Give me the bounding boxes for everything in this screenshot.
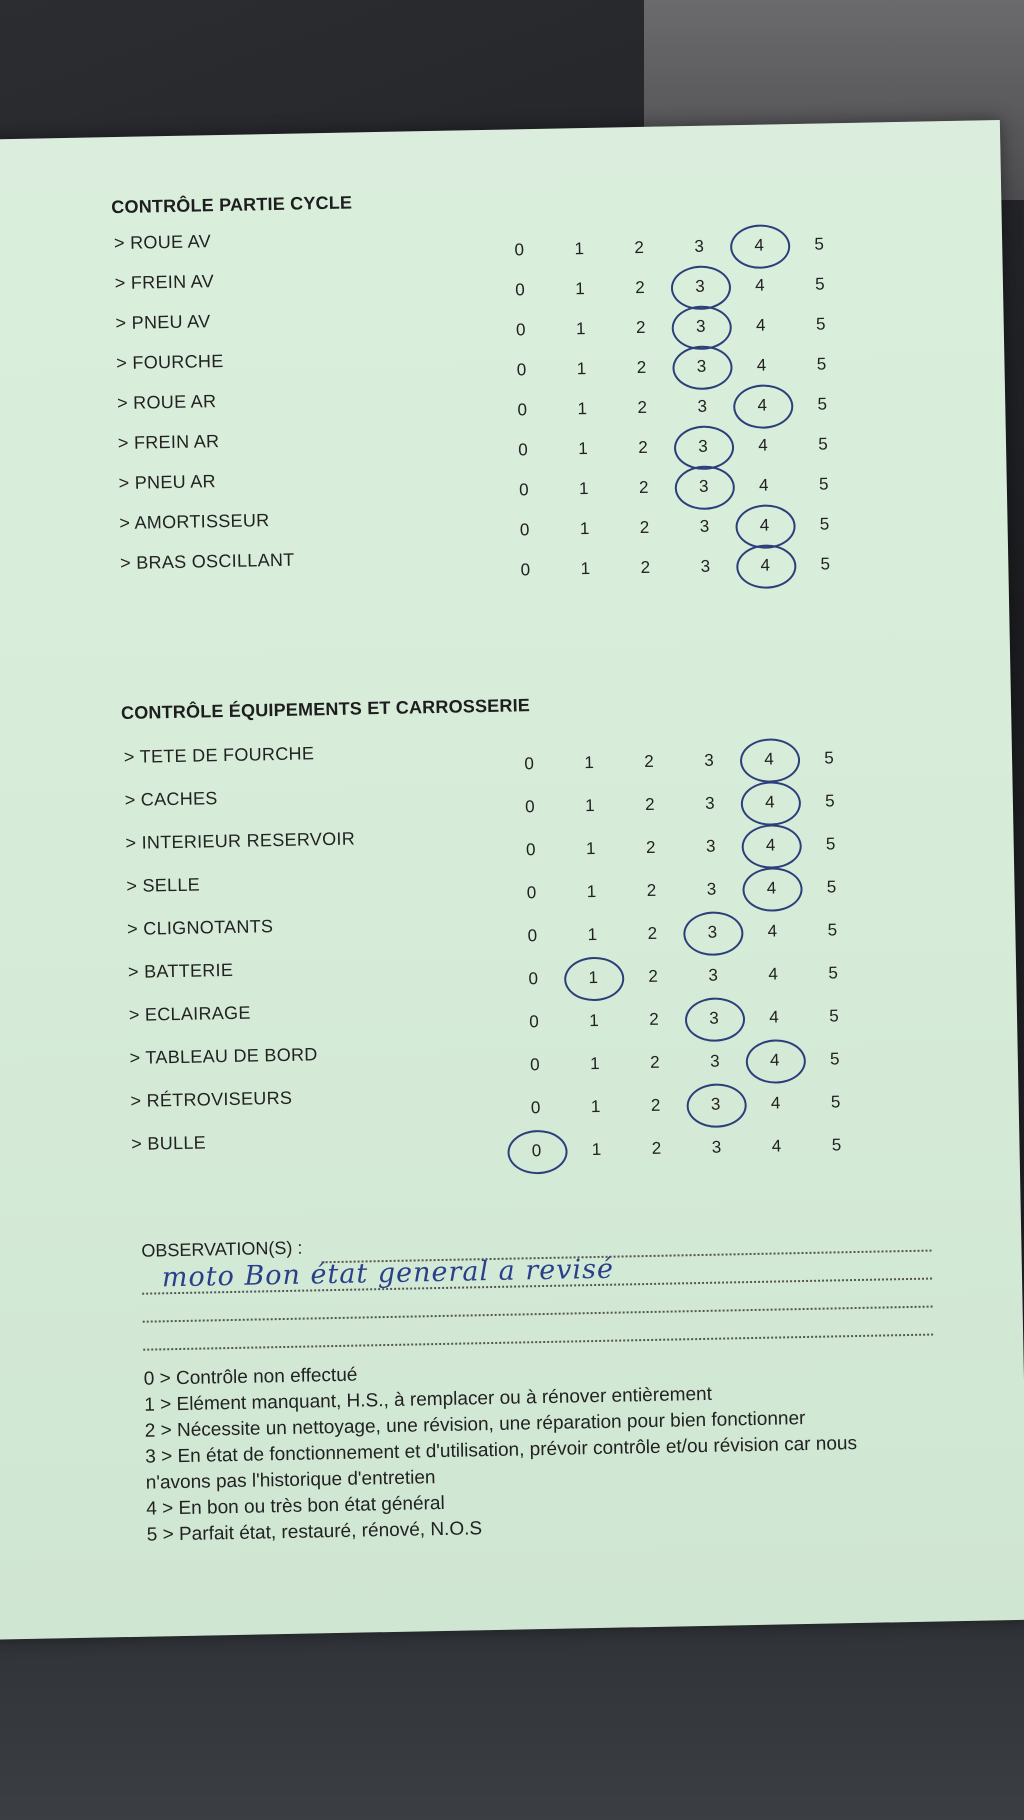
rating-option: 2	[649, 1009, 659, 1029]
rating-option: 1	[589, 1053, 600, 1074]
rating-option: 3	[704, 793, 715, 813]
rating-option: 3	[706, 879, 717, 899]
observation-line	[143, 1334, 933, 1351]
rating-option: 1	[589, 1010, 599, 1031]
rating-option: 0	[517, 400, 528, 420]
rating-option-circled: 3	[683, 311, 718, 342]
rating-option-circled: 4	[754, 873, 789, 904]
rating-option: 1	[574, 239, 585, 259]
rating-option: 0	[527, 926, 538, 946]
legend-line: 3 > En état de fonctionnement et d'utilisation, prévoir contrôle et/ou révision car nous	[145, 1433, 858, 1468]
rating-option: 0	[514, 240, 525, 260]
checklist-item-label: > PNEU AR	[118, 471, 217, 494]
rating-option-circled: 4	[747, 510, 782, 541]
rating-option-circled: 3	[684, 351, 719, 382]
checklist-item-label: > ROUE AV	[113, 231, 212, 254]
checklist-item-label: > ROUE AR	[116, 391, 217, 414]
rating-option: 2	[650, 1095, 661, 1115]
rating-option-circled: 4	[752, 744, 787, 775]
rating-scale	[518, 1087, 839, 1123]
rating-option: 0	[528, 969, 539, 989]
rating-option: 0	[515, 280, 525, 300]
rating-option: 5	[830, 1092, 841, 1112]
rating-option: 5	[816, 354, 827, 374]
rating-option: 5	[828, 963, 839, 983]
rating-option: 4	[771, 1136, 782, 1156]
rating-option: 1	[584, 795, 595, 816]
rating-option: 1	[580, 558, 591, 579]
rating-scale	[508, 549, 829, 585]
checklist-item-label: > CACHES	[124, 788, 218, 810]
checklist-item-label: > RÉTROVISEURS	[130, 1087, 293, 1111]
rating-option: 5	[817, 394, 828, 414]
rating-option: 4	[767, 921, 778, 941]
rating-option: 0	[518, 480, 529, 500]
checklist-item-label: > SELLE	[126, 874, 201, 896]
rating-option: 5	[819, 514, 830, 534]
observation-line	[143, 1306, 933, 1323]
rating-scale	[503, 269, 824, 305]
rating-option-circled: 4	[745, 390, 780, 421]
rating-option: 3	[699, 516, 710, 536]
rating-option: 0	[529, 1012, 539, 1032]
rating-option: 3	[711, 1137, 722, 1157]
checklist-item-label: > BATTERIE	[127, 959, 234, 982]
rating-option: 3	[697, 396, 708, 416]
rating-option: 4	[758, 435, 768, 455]
rating-option: 5	[826, 877, 837, 897]
rating-option: 0	[524, 797, 535, 817]
rating-scale	[503, 309, 824, 345]
rating-option: 2	[637, 397, 648, 418]
rating-option: 5	[818, 434, 828, 454]
rating-option: 1	[578, 439, 588, 459]
legend-line: 5 > Parfait état, restauré, rénové, N.O.S	[146, 1518, 483, 1546]
rating-option: 1	[577, 399, 588, 419]
rating-legend	[144, 1353, 859, 1549]
rating-option: 2	[644, 751, 654, 771]
rating-option-circled: 3	[695, 917, 730, 948]
rating-option-circled: 3	[686, 431, 721, 462]
observation-line	[322, 1250, 932, 1264]
observations-handwritten: moto Bon état general a revisé	[161, 1253, 615, 1294]
rating-option-circled: 0	[519, 1136, 554, 1167]
rating-option: 5	[829, 1006, 839, 1026]
rating-option: 2	[645, 837, 656, 857]
rating-option: 2	[638, 437, 648, 458]
rating-option: 3	[708, 965, 719, 985]
rating-scale	[515, 915, 836, 951]
rating-option: 5	[829, 1049, 840, 1069]
rating-option: 4	[770, 1093, 781, 1113]
checklist-item-label: > FREIN AR	[117, 431, 220, 454]
section-title-equipment: CONTRÔLE ÉQUIPEMENTS ET CARROSSERIE	[120, 695, 531, 724]
rating-scale	[502, 229, 823, 265]
rating-scale	[513, 829, 834, 865]
rating-option-circled: 4	[758, 1045, 793, 1076]
observations-label: OBSERVATION(S) :	[141, 1237, 303, 1261]
checklist-item-label: > AMORTISSEUR	[119, 510, 270, 534]
rating-option: 2	[640, 557, 651, 578]
rating-option-circled: 3	[687, 471, 722, 502]
rating-option-circled: 4	[753, 787, 788, 818]
rating-option: 1	[587, 924, 598, 945]
legend-line: 4 > En bon ou très bon état général	[146, 1492, 445, 1520]
section-title-cycle: CONTRÔLE PARTIE CYCLE	[111, 192, 353, 218]
rating-option: 3	[704, 750, 714, 770]
inspection-sheet	[0, 120, 1024, 1640]
rating-option: 2	[648, 966, 659, 986]
legend-line: 2 > Nécessite un nettoyage, une révision, une réparation pour bien fonctionner	[144, 1408, 806, 1442]
rating-option: 0	[525, 840, 536, 860]
rating-option-circled: 4	[748, 550, 783, 581]
rating-option: 1	[585, 838, 596, 859]
rating-option: 3	[709, 1051, 720, 1071]
rating-option: 5	[824, 748, 834, 768]
rating-scale	[519, 1130, 840, 1166]
rating-option: 3	[694, 236, 705, 256]
checklist-item-label: > ECLAIRAGE	[128, 1002, 251, 1025]
rating-scale	[517, 1001, 838, 1037]
rating-scale	[507, 469, 828, 505]
rating-option-circled: 3	[698, 1089, 733, 1120]
rating-option: 5	[825, 834, 836, 854]
rating-option: 0	[515, 320, 526, 340]
rating-scale	[512, 743, 833, 779]
checklist-item-label: > INTERIEUR RESERVOIR	[125, 828, 356, 853]
checklist-item-label: > TETE DE FOURCHE	[123, 743, 315, 767]
rating-option: 2	[638, 477, 649, 498]
rating-option: 0	[520, 560, 531, 580]
rating-option: 4	[758, 475, 769, 495]
rating-option-circled: 3	[683, 271, 718, 302]
checklist-item-label: > FREIN AV	[114, 271, 215, 294]
checklist-item-label: > FOURCHE	[116, 350, 224, 374]
rating-scale	[504, 349, 825, 385]
rating-option: 5	[820, 554, 831, 574]
rating-option: 1	[575, 279, 585, 299]
rating-option: 5	[814, 234, 825, 254]
rating-option-circled: 4	[742, 230, 777, 261]
rating-option: 5	[827, 920, 838, 940]
rating-scale	[518, 1044, 839, 1080]
rating-option: 1	[586, 881, 597, 902]
legend-line: 0 > Contrôle non effectué	[143, 1364, 358, 1390]
checklist-item-label: > BULLE	[131, 1132, 207, 1154]
rating-option-circled: 3	[697, 1003, 732, 1034]
rating-option: 0	[524, 754, 534, 774]
rating-option: 0	[529, 1055, 540, 1075]
rating-option: 1	[579, 518, 590, 539]
rating-option: 2	[635, 317, 646, 338]
rating-option: 0	[530, 1098, 541, 1118]
rating-option: 5	[818, 474, 829, 494]
rating-option: 2	[644, 794, 655, 814]
rating-option: 0	[519, 520, 530, 540]
rating-option: 4	[768, 964, 779, 984]
rating-option: 2	[635, 277, 645, 298]
rating-option: 2	[646, 880, 657, 900]
rating-option: 4	[755, 315, 766, 335]
rating-option: 1	[576, 359, 587, 379]
legend-line: 1 > Elément manquant, H.S., à remplacer ou à rénover entièrement	[144, 1383, 713, 1416]
rating-option: 2	[651, 1138, 662, 1158]
checklist-item-label: > PNEU AV	[115, 311, 211, 334]
rating-scale	[507, 509, 828, 545]
rating-option: 0	[526, 883, 537, 903]
rating-scale	[516, 958, 837, 994]
rating-option: 0	[518, 440, 528, 460]
rating-option: 2	[636, 357, 647, 378]
rating-option-circled: 1	[576, 963, 611, 994]
rating-option: 2	[647, 923, 658, 943]
rating-scale	[505, 389, 826, 425]
rating-option: 1	[575, 319, 586, 339]
rating-option: 5	[815, 274, 825, 294]
rating-scale	[514, 872, 835, 908]
rating-scale	[506, 429, 827, 465]
rating-option: 1	[590, 1096, 601, 1117]
rating-option: 3	[705, 836, 716, 856]
rating-option: 5	[815, 314, 826, 334]
rating-option: 0	[516, 360, 527, 380]
rating-scale	[513, 786, 834, 822]
rating-option: 4	[756, 355, 767, 375]
rating-option: 2	[649, 1052, 660, 1072]
rating-option: 4	[755, 275, 765, 295]
rating-option: 3	[700, 556, 711, 576]
rating-option: 1	[578, 478, 589, 499]
rating-option: 2	[639, 517, 650, 538]
rating-option: 2	[634, 237, 645, 258]
rating-option-circled: 4	[753, 830, 788, 861]
rating-option: 4	[769, 1007, 779, 1027]
rating-option: 1	[591, 1139, 602, 1160]
checklist-item-label: > BRAS OSCILLANT	[119, 549, 295, 574]
rating-option: 1	[584, 752, 594, 773]
rating-option: 5	[831, 1135, 842, 1155]
legend-line: n'avons pas l'historique d'entretien	[145, 1467, 436, 1494]
rating-option: 5	[824, 791, 835, 811]
checklist-item-label: > TABLEAU DE BORD	[129, 1044, 318, 1068]
checklist-item-label: > CLIGNOTANTS	[126, 916, 274, 939]
